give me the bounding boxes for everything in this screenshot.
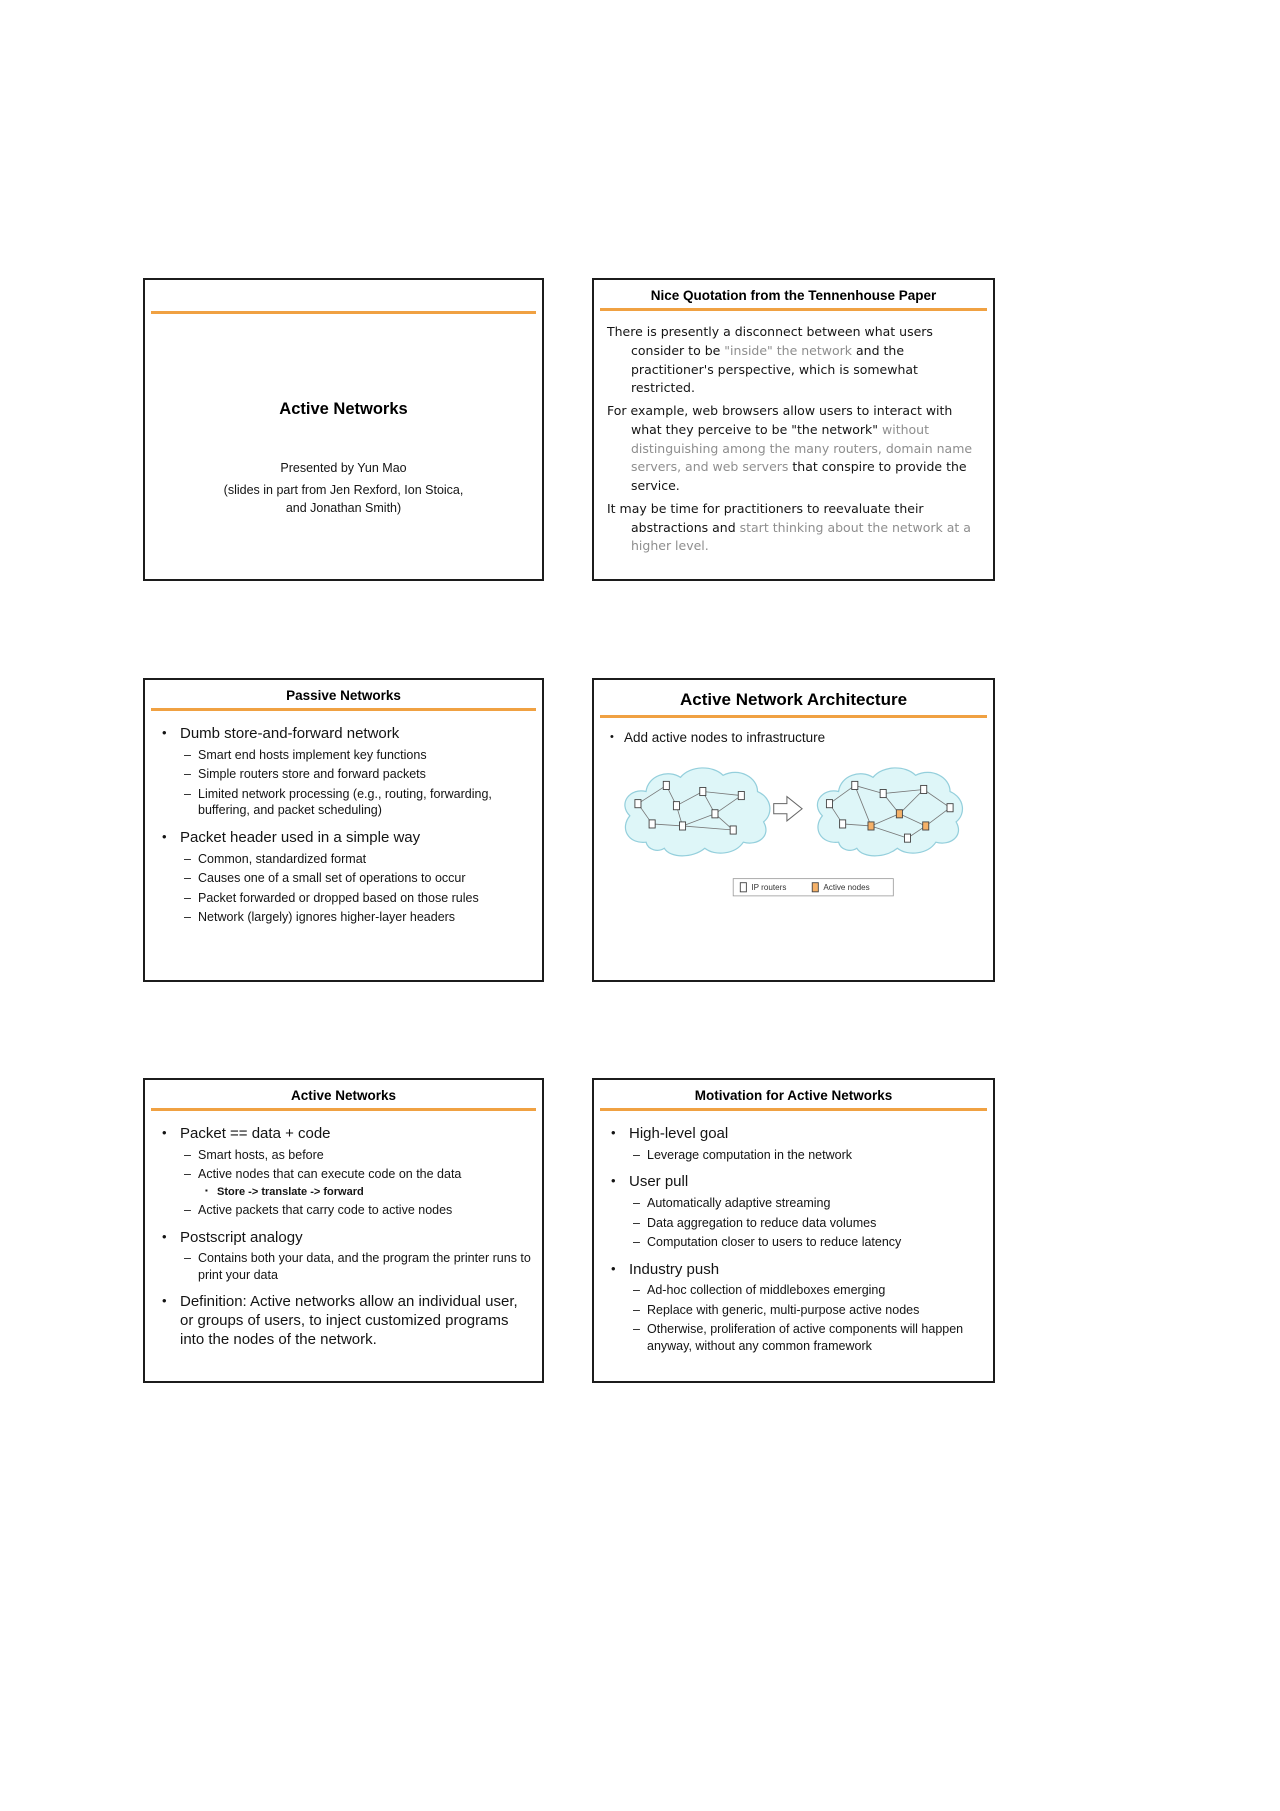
list-item — [153, 766, 532, 783]
bullet-marker: – — [633, 1196, 640, 1210]
bullet-text: Network (largely) ignores higher-layer headers — [198, 910, 456, 924]
slide-header: Active Networks — [290, 1088, 397, 1103]
list-item — [602, 730, 983, 747]
bullet-text: Causes one of a small set of operations to occur — [198, 871, 466, 885]
bullet-text: Industry push — [629, 1260, 720, 1278]
diagram-legend — [733, 879, 893, 896]
legend-active-nodes-label: Active nodes — [822, 882, 870, 892]
bullet-marker: – — [184, 1167, 191, 1182]
slide-header: Passive Networks — [286, 688, 401, 703]
bullet-marker: • — [162, 1293, 167, 1309]
list-item — [602, 1195, 983, 1212]
bullet-text: Data aggregation to reduce data volumes — [647, 1215, 877, 1230]
bullet-text: Add active nodes to infrastructure — [624, 730, 826, 745]
bullet-marker: – — [633, 1215, 640, 1230]
list-item — [602, 1147, 983, 1164]
bullet-marker: – — [184, 851, 191, 866]
slide-header: Motivation for Active Networks — [694, 1088, 893, 1103]
bullet-marker: – — [184, 1147, 191, 1162]
quote-segment: For example, web browsers allow users to interact with what they perceive to be "the network" — [607, 403, 953, 437]
bullet-marker: • — [162, 828, 167, 844]
bullet-list — [594, 718, 993, 747]
list-item — [153, 890, 532, 907]
legend-ip-routers-label: IP routers — [750, 882, 786, 892]
list-item — [602, 1282, 983, 1299]
bullet-text: Limited network processing (e.g., routing, forwarding, buffering, and packet scheduling) — [198, 786, 492, 818]
list-item — [153, 786, 532, 819]
bullet-text: Smart hosts, as before — [198, 1147, 324, 1162]
bullet-marker: • — [610, 731, 614, 743]
quote-paragraph — [607, 500, 980, 556]
list-item — [153, 1147, 532, 1164]
quote-paragraph — [607, 323, 980, 398]
bullet-text: Packet header used in a simple way — [180, 828, 421, 846]
bullet-text: Simple routers store and forward packets — [198, 767, 426, 782]
list-item — [153, 1250, 532, 1283]
list-item — [153, 1166, 532, 1183]
list-item — [602, 1261, 983, 1280]
bullet-text: Contains both your data, and the program the printer runs to print your data — [198, 1251, 531, 1282]
list-item — [153, 1185, 532, 1199]
quote-segment: There is presently a disconnect between what users consider to be — [607, 324, 933, 358]
list-item — [153, 1125, 532, 1144]
list-item — [153, 1229, 532, 1248]
ip-router-swatch — [740, 883, 746, 892]
quote-body — [594, 311, 993, 556]
bullet-marker: – — [184, 910, 191, 924]
bullet-marker: – — [184, 1203, 191, 1218]
list-item — [602, 1234, 983, 1251]
bullet-text: Packet forwarded or dropped based on those rules — [198, 890, 479, 905]
transform-arrow-icon — [773, 796, 801, 820]
slide-header: Nice Quotation from the Tennenhouse Paper — [650, 288, 937, 303]
bullet-marker: – — [184, 767, 191, 782]
active-cloud — [817, 768, 962, 856]
bullet-text: User pull — [629, 1173, 689, 1191]
bullet-text: Otherwise, proliferation of active components will happen anyway, without any common framework — [647, 1322, 964, 1353]
quote-segment-muted: "inside" the network — [724, 342, 853, 358]
network-diagram — [608, 753, 980, 905]
bullet-marker: • — [162, 1228, 167, 1244]
credits: (slides in part from Jen Rexford, Ion Stoica, and Jonathan Smith) — [223, 483, 464, 516]
bullet-marker: – — [184, 786, 191, 801]
bullet-marker: – — [184, 747, 191, 762]
bullet-marker: – — [633, 1302, 640, 1317]
quote-segment: and the practitioner's perspective, which is somewhat restricted. — [631, 342, 918, 396]
list-item — [602, 1302, 983, 1319]
list-item — [153, 909, 532, 926]
slide-architecture — [592, 678, 995, 982]
list-item — [153, 1293, 532, 1349]
bullet-text: Packet == data + code — [180, 1125, 331, 1142]
bullet-marker: • — [162, 1125, 167, 1140]
presentation-title: Active Networks — [279, 400, 408, 418]
slide-quote — [592, 278, 995, 581]
bullet-text: Replace with generic, multi-purpose active nodes — [647, 1302, 920, 1317]
list-item — [602, 1321, 983, 1354]
bullet-list — [145, 1111, 542, 1350]
bullet-text: Dumb store-and-forward network — [180, 725, 400, 742]
list-item — [153, 747, 532, 764]
list-item — [153, 870, 532, 887]
bullet-text: Active packets that carry code to active nodes — [198, 1203, 453, 1218]
bullet-marker: – — [633, 1322, 640, 1337]
bullet-text: High-level goal — [629, 1125, 729, 1142]
bullet-marker: – — [184, 871, 191, 885]
quote-segment-muted: without distinguishing among the many routers, domain name servers, and web servers — [631, 421, 973, 475]
slide-active-networks — [143, 1078, 544, 1383]
bullet-marker: • — [162, 725, 167, 740]
bullet-marker: – — [633, 1235, 640, 1249]
bullet-marker: ▪ — [205, 1185, 208, 1195]
bullet-text: Automatically adaptive streaming — [647, 1196, 831, 1210]
bullet-text: Common, standardized format — [198, 851, 367, 866]
bullet-list — [594, 1111, 993, 1354]
quote-segment: It may be time for practitioners to reevaluate their abstractions and — [607, 500, 924, 535]
bullet-marker: – — [633, 1283, 640, 1298]
slide-title — [143, 278, 544, 581]
quote-segment: that conspire to provide the service. — [631, 459, 967, 493]
bullet-marker: – — [184, 1251, 191, 1266]
slide-motivation — [592, 1078, 995, 1383]
bullet-marker: • — [611, 1125, 616, 1140]
list-item — [602, 1125, 983, 1144]
quote-segment-muted: start thinking about the network at a higher level. — [631, 519, 971, 554]
bullet-text: Ad-hoc collection of middleboxes emerging — [647, 1283, 886, 1298]
list-item — [602, 1215, 983, 1232]
bullet-text: Active nodes that can execute code on the data — [198, 1167, 462, 1182]
list-item — [153, 829, 532, 848]
bullet-text: Definition: Active networks allow an individual user, or groups of users, to inject customized programs into the nodes of the network. — [180, 1293, 518, 1348]
bullet-marker: • — [611, 1173, 616, 1189]
slide-passive-networks — [143, 678, 544, 982]
active-node-swatch — [812, 883, 818, 892]
bullet-marker: • — [611, 1260, 616, 1276]
bullet-text: Store -> translate -> forward — [217, 1185, 364, 1198]
bullet-marker: – — [184, 890, 191, 905]
bullet-marker: – — [633, 1147, 640, 1162]
accent-rule — [151, 311, 536, 314]
bullet-text: Smart end hosts implement key functions — [198, 747, 427, 762]
list-item — [153, 851, 532, 868]
bullet-text: Computation closer to users to reduce latency — [647, 1235, 902, 1249]
byline: Presented by Yun Mao — [280, 461, 407, 475]
quote-paragraph — [607, 402, 980, 496]
bullet-list — [145, 711, 542, 926]
bullet-text: Leverage computation in the network — [647, 1147, 852, 1162]
list-item — [602, 1173, 983, 1192]
list-item — [153, 725, 532, 744]
slide-header: Active Network Architecture — [679, 690, 908, 709]
passive-cloud — [624, 768, 769, 856]
list-item — [153, 1202, 532, 1219]
bullet-text: Postscript analogy — [180, 1228, 303, 1246]
